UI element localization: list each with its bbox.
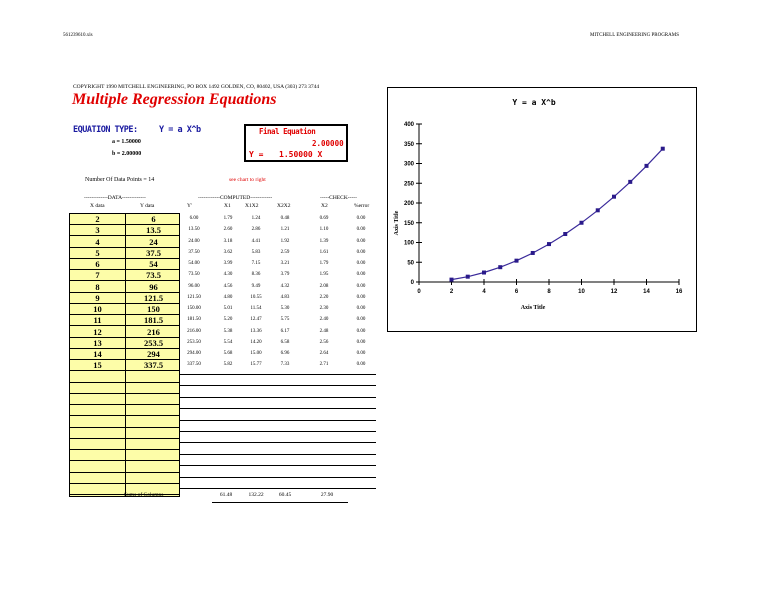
x-tick-label: 16 bbox=[675, 289, 683, 295]
y-data-cell[interactable]: 96 bbox=[149, 281, 158, 292]
computed-cell: 0.00 bbox=[356, 339, 366, 345]
data-point bbox=[628, 180, 632, 184]
x-data-cell[interactable]: 2 bbox=[95, 214, 100, 224]
computed-cell: 1.61 bbox=[319, 249, 329, 255]
data-point bbox=[596, 208, 600, 212]
computed-cell: 2.64 bbox=[319, 351, 329, 356]
x-data-cell[interactable]: 8 bbox=[95, 281, 100, 292]
y-tick-label: 150 bbox=[403, 220, 414, 227]
x-data-cell[interactable]: 4 bbox=[95, 236, 100, 247]
data-row[interactable] bbox=[70, 282, 180, 293]
data-row[interactable] bbox=[70, 473, 180, 484]
computed-cell: 2.59 bbox=[280, 249, 290, 255]
col-header-x2: X2 bbox=[321, 203, 328, 209]
computed-cell: 121.50 bbox=[187, 294, 201, 300]
col-header-x1: X1 bbox=[224, 203, 231, 209]
computed-cell: 2.71 bbox=[319, 362, 329, 368]
computed-cell: 5.38 bbox=[223, 328, 233, 334]
y-tick-label: 0 bbox=[410, 280, 414, 286]
x-data-cell[interactable]: 15 bbox=[93, 360, 102, 371]
coefficient-a: a = 1.50000 bbox=[112, 139, 141, 145]
computed-cell: 2.20 bbox=[319, 294, 329, 300]
computed-cell: 5.75 bbox=[280, 317, 290, 323]
x-data-cell[interactable]: 6 bbox=[95, 259, 100, 269]
y-data-cell[interactable]: 73.5 bbox=[146, 270, 161, 281]
data-row[interactable] bbox=[70, 372, 180, 383]
check-group-header: -----CHECK----- bbox=[320, 195, 357, 201]
x-data-cell[interactable]: 11 bbox=[93, 315, 102, 326]
computed-cell: 3.21 bbox=[280, 261, 290, 266]
data-point bbox=[450, 278, 454, 282]
data-row[interactable] bbox=[70, 439, 180, 450]
computed-cell: 0.00 bbox=[356, 227, 366, 233]
x-tick-label: 12 bbox=[610, 289, 618, 295]
computed-cell: 1.24 bbox=[251, 216, 261, 221]
computed-cell: 0.00 bbox=[356, 261, 366, 266]
computed-cell: 3.62 bbox=[223, 249, 233, 255]
computed-cell: 0.00 bbox=[356, 272, 366, 278]
data-point bbox=[645, 164, 649, 168]
x-tick-label: 0 bbox=[417, 289, 421, 295]
data-entry-grid[interactable] bbox=[69, 213, 180, 497]
computed-cell: 7.33 bbox=[280, 362, 290, 368]
computed-cell: 0.00 bbox=[356, 362, 366, 368]
computed-cell: 11.54 bbox=[250, 306, 262, 311]
computed-cell: 1.79 bbox=[319, 261, 329, 266]
computed-cell: 0.48 bbox=[280, 216, 290, 221]
x-data-cell[interactable]: 7 bbox=[95, 270, 100, 281]
computed-cell: 0.00 bbox=[356, 306, 366, 311]
final-equation-y-label: Y = bbox=[249, 150, 264, 159]
data-row[interactable] bbox=[70, 405, 180, 416]
col-header-x1x2: X1X2 bbox=[245, 203, 259, 209]
computed-cell: 337.50 bbox=[187, 362, 201, 368]
data-group-header: -------------DATA------------- bbox=[84, 195, 146, 201]
table-grid-line bbox=[180, 442, 376, 443]
sum-underline bbox=[212, 502, 348, 503]
computed-cell: 3.79 bbox=[280, 272, 290, 278]
data-row[interactable] bbox=[70, 293, 180, 304]
x-data-cell[interactable]: 5 bbox=[95, 247, 100, 258]
computed-cell: 73.50 bbox=[188, 272, 200, 278]
y-data-cell[interactable]: 6 bbox=[151, 214, 156, 224]
y-data-cell[interactable]: 253.5 bbox=[143, 337, 164, 348]
column-sum: 60.45 bbox=[278, 492, 292, 498]
computed-cell: 0.00 bbox=[356, 249, 366, 255]
computed-cell: 4.32 bbox=[280, 283, 290, 289]
computed-cell: 1.10 bbox=[319, 227, 329, 233]
computed-cell: 7.15 bbox=[251, 261, 261, 266]
y-tick-label: 300 bbox=[403, 161, 414, 168]
data-row[interactable] bbox=[70, 327, 180, 338]
data-point bbox=[612, 195, 616, 199]
computed-cell: 5.68 bbox=[223, 351, 233, 356]
computed-cell: 6.96 bbox=[280, 351, 290, 356]
computed-cell: 2.60 bbox=[223, 227, 233, 233]
x-tick-label: 14 bbox=[643, 289, 650, 295]
y-tick-label: 50 bbox=[407, 260, 414, 267]
x-axis-title: Axis Title bbox=[520, 305, 546, 311]
computed-cell: 3.99 bbox=[223, 261, 233, 266]
data-row[interactable] bbox=[70, 304, 180, 315]
y-axis-title: Axis Title bbox=[394, 210, 400, 236]
y-data-cell[interactable]: 294 bbox=[147, 349, 160, 359]
computed-cell: 294.00 bbox=[187, 351, 201, 356]
computed-cell: 5.83 bbox=[251, 249, 261, 255]
computed-cell: 4.56 bbox=[223, 283, 233, 289]
equation-type-label: EQUATION TYPE: bbox=[73, 125, 138, 135]
sums-of-columns-label: Sums of Columns bbox=[124, 492, 164, 498]
y-data-cell[interactable]: 337.5 bbox=[143, 360, 164, 371]
computed-cell: 1.79 bbox=[223, 216, 233, 221]
computed-cell: 6.58 bbox=[280, 339, 290, 345]
data-point bbox=[515, 259, 519, 263]
table-grid-line bbox=[180, 454, 376, 455]
table-grid-line bbox=[180, 465, 376, 466]
x-tick-label: 8 bbox=[547, 289, 551, 295]
data-row[interactable] bbox=[70, 237, 180, 248]
computed-cell: 15.00 bbox=[250, 351, 262, 356]
y-data-cell[interactable]: 121.5 bbox=[143, 292, 164, 303]
computed-cell: 0.69 bbox=[319, 216, 329, 221]
data-row[interactable] bbox=[70, 450, 180, 461]
table-grid-line bbox=[180, 408, 376, 409]
table-grid-line bbox=[180, 477, 376, 478]
computed-cell: 0.00 bbox=[356, 294, 366, 300]
table-grid-line bbox=[180, 431, 376, 432]
computed-cell: 5.20 bbox=[223, 317, 233, 323]
see-chart-note: see chart to right bbox=[229, 177, 266, 183]
computed-cell: 8.36 bbox=[251, 272, 261, 278]
column-sum: 61.48 bbox=[219, 492, 233, 498]
computed-cell: 13.36 bbox=[250, 328, 262, 334]
y-data-cell[interactable]: 150 bbox=[147, 304, 160, 314]
computed-cell: 5.82 bbox=[223, 362, 233, 368]
computed-cell: 1.21 bbox=[280, 227, 290, 233]
computed-cell: 0.00 bbox=[356, 216, 366, 221]
computed-cell: 5.01 bbox=[223, 306, 233, 311]
x-tick-label: 2 bbox=[449, 289, 454, 295]
y-tick-label: 350 bbox=[403, 141, 414, 148]
computed-cell: 1.95 bbox=[319, 272, 329, 278]
number-of-data-points: Number Of Data Points = 14 bbox=[85, 177, 155, 183]
computed-cell: 24.00 bbox=[188, 238, 200, 244]
final-equation-title: Final Equation bbox=[259, 127, 316, 136]
computed-cell: 12.47 bbox=[250, 317, 262, 323]
x-tick-label: 10 bbox=[578, 289, 585, 295]
final-equation-exponent: 2.00000 bbox=[312, 139, 344, 148]
computed-cell: 2.48 bbox=[319, 328, 329, 334]
computed-cell: 9.49 bbox=[251, 283, 261, 289]
computed-cell: 2.40 bbox=[319, 317, 329, 323]
x-data-cell[interactable]: 10 bbox=[93, 304, 102, 314]
y-data-cell[interactable]: 54 bbox=[149, 259, 158, 269]
computed-cell: 150.00 bbox=[187, 306, 201, 311]
column-sum: 132.22 bbox=[248, 492, 264, 498]
col-header-x2x2: X2X2 bbox=[277, 203, 291, 209]
data-row[interactable] bbox=[70, 338, 180, 349]
y-tick-label: 250 bbox=[403, 181, 414, 188]
computed-cell: 14.20 bbox=[250, 339, 262, 345]
copyright-notice: COPYRIGHT 1990 MITCHELL ENGINEERING, PO BOX 1492 GOLDEN, CO, 80402, USA (303) 273 3744 bbox=[73, 84, 320, 90]
col-header-y-prime: Y' bbox=[187, 203, 192, 209]
y-data-cell[interactable]: 216 bbox=[147, 326, 160, 337]
x-tick-label: 6 bbox=[514, 289, 519, 295]
data-point bbox=[498, 265, 502, 269]
x-tick-label: 4 bbox=[482, 289, 486, 295]
computed-cell: 0.00 bbox=[356, 317, 366, 323]
computed-cell: 1.39 bbox=[319, 238, 329, 244]
y-data-cell[interactable]: 24 bbox=[149, 236, 158, 247]
column-sum: 27.90 bbox=[320, 492, 334, 498]
data-row[interactable] bbox=[70, 225, 180, 236]
table-grid-line bbox=[180, 374, 376, 375]
data-row[interactable] bbox=[70, 428, 180, 439]
data-row[interactable] bbox=[70, 259, 180, 270]
computed-cell: 253.50 bbox=[187, 339, 201, 345]
data-point bbox=[482, 271, 486, 275]
computed-cell: 54.00 bbox=[188, 261, 200, 266]
x-data-cell[interactable]: 9 bbox=[95, 292, 100, 303]
coefficient-b: b = 2.00000 bbox=[112, 151, 142, 157]
chart-title: Y = a X^b bbox=[512, 98, 556, 107]
computed-cell: 4.41 bbox=[251, 238, 261, 244]
data-row[interactable] bbox=[70, 462, 180, 473]
computed-cell: 10.55 bbox=[250, 294, 262, 300]
table-grid-line bbox=[180, 397, 376, 398]
data-row[interactable] bbox=[70, 394, 180, 405]
table-grid-line bbox=[180, 420, 376, 421]
x-data-header: X data bbox=[90, 203, 105, 209]
data-row[interactable] bbox=[70, 248, 180, 259]
computed-cell: 2.86 bbox=[251, 227, 261, 233]
y-tick-label: 100 bbox=[403, 240, 414, 247]
data-point bbox=[580, 221, 584, 225]
x-data-cell[interactable]: 14 bbox=[93, 349, 102, 359]
data-point bbox=[547, 242, 551, 246]
data-row[interactable] bbox=[70, 417, 180, 428]
computed-cell: 15.77 bbox=[250, 362, 262, 368]
data-row[interactable] bbox=[70, 315, 180, 326]
data-point bbox=[466, 275, 470, 279]
data-row[interactable] bbox=[70, 349, 180, 360]
computed-cell: 5.54 bbox=[223, 339, 233, 345]
computed-group-header: ------------COMPUTED------------ bbox=[198, 195, 273, 201]
computed-cell: 6.00 bbox=[189, 216, 199, 221]
chart-frame bbox=[388, 88, 697, 332]
computed-cell: 0.00 bbox=[356, 328, 366, 334]
col-header-percent-error: %error bbox=[354, 203, 370, 209]
data-row[interactable] bbox=[70, 383, 180, 394]
computed-cell: 1.92 bbox=[280, 238, 290, 244]
computed-cell: 2.08 bbox=[319, 283, 329, 289]
x-data-cell[interactable]: 12 bbox=[93, 326, 102, 337]
final-equation-coefficient: 1.50000 X bbox=[279, 150, 323, 159]
equation-formula: Y = a X^b bbox=[159, 125, 201, 135]
computed-cell: 4.30 bbox=[223, 272, 233, 278]
file-name: 561239610.xls bbox=[63, 33, 93, 38]
computed-cell: 2.56 bbox=[319, 339, 329, 345]
y-data-cell[interactable]: 37.5 bbox=[146, 247, 161, 258]
data-point bbox=[563, 232, 567, 236]
computed-cell: 0.00 bbox=[356, 283, 366, 289]
x-data-cell[interactable]: 3 bbox=[95, 225, 100, 236]
y-tick-label: 200 bbox=[403, 201, 414, 207]
computed-cell: 216.00 bbox=[187, 328, 201, 334]
page-title: Multiple Regression Equations bbox=[72, 91, 277, 108]
computed-cell: 2.30 bbox=[319, 306, 329, 311]
computed-cell: 5.30 bbox=[280, 306, 290, 311]
table-grid-line bbox=[180, 385, 376, 386]
y-data-cell[interactable]: 181.5 bbox=[143, 315, 164, 326]
computed-cell: 4.80 bbox=[223, 294, 233, 300]
computed-cell: 0.00 bbox=[356, 238, 366, 244]
y-data-cell[interactable]: 13.5 bbox=[146, 225, 161, 236]
computed-cell: 96.00 bbox=[188, 283, 200, 289]
x-data-cell[interactable]: 13 bbox=[93, 337, 102, 348]
y-data-header: Y data bbox=[140, 203, 155, 209]
data-point bbox=[531, 251, 535, 255]
table-grid-line bbox=[180, 488, 376, 489]
y-tick-label: 400 bbox=[403, 122, 414, 128]
computed-cell: 3.18 bbox=[223, 238, 233, 244]
computed-cell: 13.50 bbox=[188, 227, 200, 233]
computed-cell: 181.50 bbox=[187, 317, 201, 323]
computed-cell: 37.50 bbox=[188, 249, 200, 255]
final-equation-box bbox=[244, 124, 348, 162]
regression-chart bbox=[387, 87, 697, 332]
computed-cell: 0.00 bbox=[356, 351, 366, 356]
company-header: MITCHELL ENGINEERING PROGRAMS bbox=[590, 33, 679, 38]
data-row[interactable] bbox=[70, 214, 180, 225]
data-row[interactable] bbox=[70, 270, 180, 281]
data-point bbox=[661, 147, 665, 151]
computed-cell: 6.17 bbox=[280, 328, 290, 334]
computed-cell: 4.83 bbox=[280, 294, 290, 300]
data-row[interactable] bbox=[70, 360, 180, 371]
